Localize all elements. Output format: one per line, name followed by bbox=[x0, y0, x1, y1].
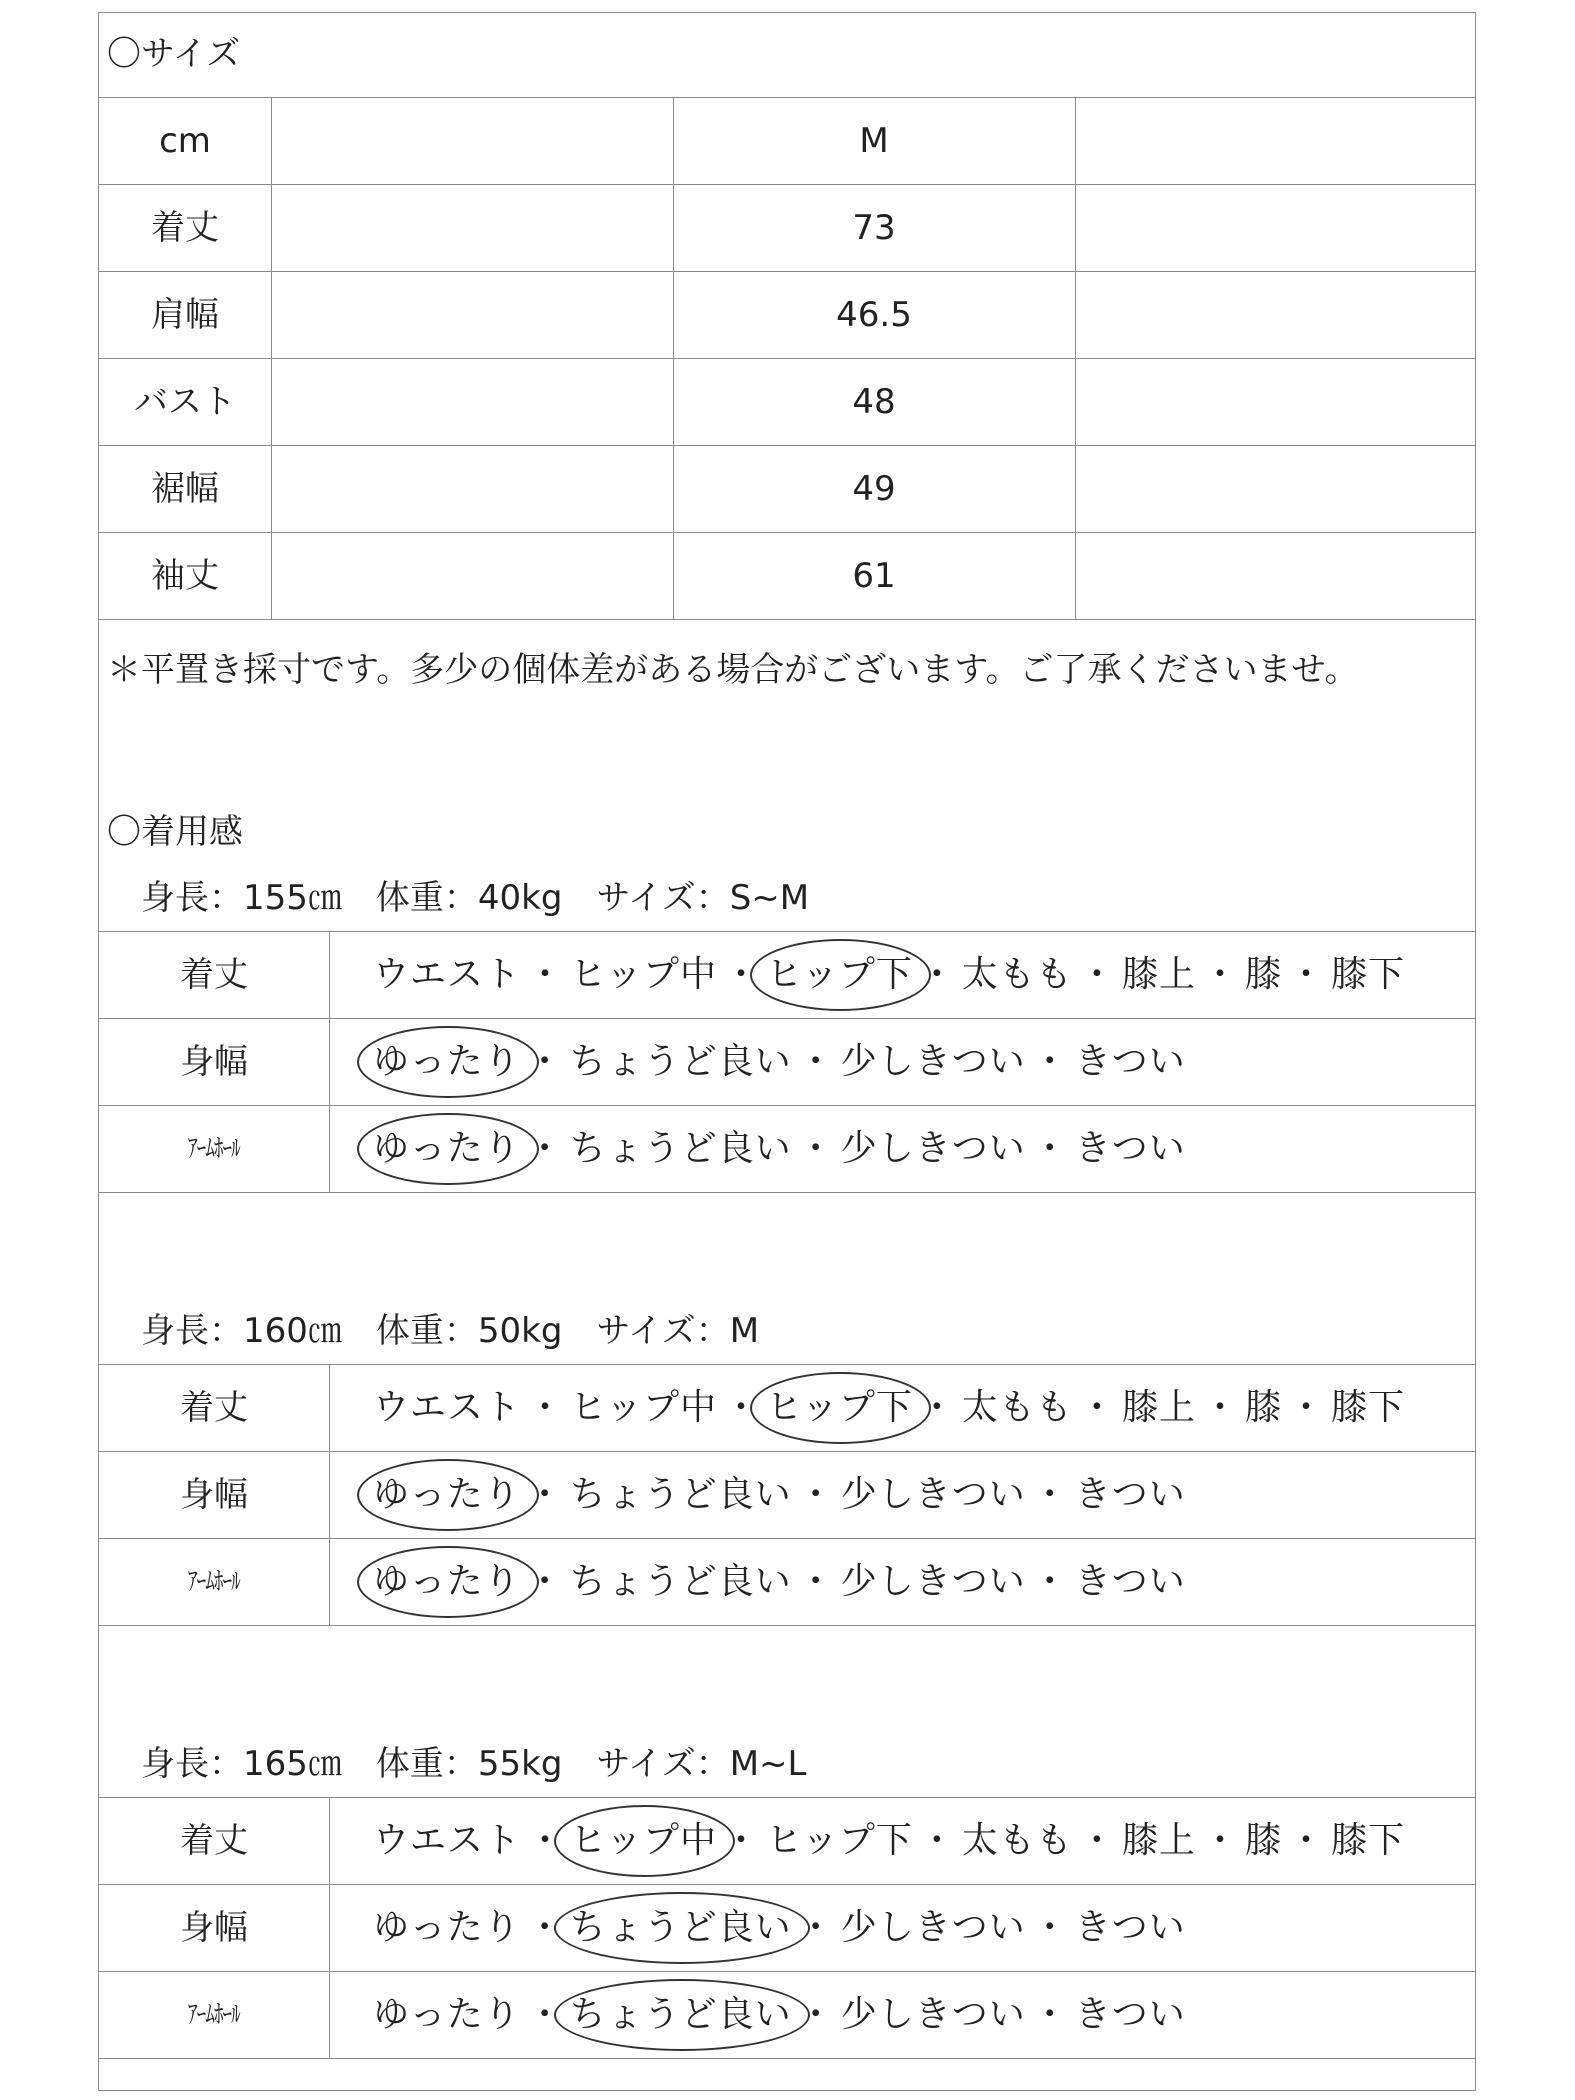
separator: ・ bbox=[1287, 953, 1325, 995]
separator: ・ bbox=[1031, 1473, 1069, 1515]
fit-option: 少しきつい bbox=[840, 1473, 1026, 1515]
size-title: 〇サイズ bbox=[107, 34, 241, 74]
fit-option: きつい bbox=[1074, 1473, 1186, 1515]
fit-option: ゆったり bbox=[373, 1993, 521, 2035]
fit-option: 膝下 bbox=[1331, 953, 1406, 995]
fit-option: ヒップ下 bbox=[765, 1819, 913, 1861]
model-profile: 身長：155㎝ 体重：40kg サイズ：S~M bbox=[141, 878, 810, 918]
fit-option: 少しきつい bbox=[840, 1040, 1026, 1082]
size-header-col3 bbox=[1075, 97, 1477, 184]
fit-row-label-text: ｱｰﾑﾎｰﾙ bbox=[188, 1566, 240, 1597]
size-header-unit: cm bbox=[159, 120, 211, 161]
separator: ・ bbox=[1287, 1819, 1325, 1861]
fit-row-label bbox=[99, 1018, 329, 1105]
fit-row-label bbox=[99, 1364, 329, 1451]
fit-options bbox=[371, 931, 1407, 1018]
fit-option: きつい bbox=[1074, 1560, 1186, 1602]
fit-option: ウエスト bbox=[373, 1819, 522, 1861]
separator: ・ bbox=[1078, 1386, 1116, 1428]
fit-option-selected: ヒップ下 bbox=[765, 953, 913, 995]
separator: ・ bbox=[527, 953, 565, 995]
fit-option: きつい bbox=[1074, 1127, 1186, 1169]
fit-option: 少しきつい bbox=[840, 1993, 1026, 2035]
size-row-value: 48 bbox=[852, 381, 896, 422]
fit-option: 少しきつい bbox=[840, 1560, 1026, 1602]
fit-option: ウエスト bbox=[373, 1386, 522, 1428]
fit-option: 膝上 bbox=[1121, 953, 1196, 995]
fit-option: 膝 bbox=[1244, 1819, 1282, 1861]
separator: ・ bbox=[526, 1993, 564, 2035]
fit-options bbox=[371, 1971, 1188, 2058]
fit-option: 太もも bbox=[961, 953, 1073, 995]
fit-row-label bbox=[99, 1538, 329, 1625]
separator: ・ bbox=[797, 1127, 835, 1169]
fit-row-label-text: 着丈 bbox=[180, 1387, 248, 1428]
fit-option-selected: ゆったり bbox=[373, 1127, 521, 1169]
fit-option-selected: ゆったり bbox=[373, 1040, 521, 1082]
fit-row-label-text: 身幅 bbox=[180, 1474, 248, 1515]
size-header-m: M bbox=[859, 120, 889, 161]
fit-option: ちょうど良い bbox=[569, 1560, 792, 1602]
fit-row-label bbox=[99, 1105, 329, 1192]
separator: ・ bbox=[1031, 1127, 1069, 1169]
separator: ・ bbox=[1031, 1560, 1069, 1602]
fit-row-label bbox=[99, 1451, 329, 1538]
size-row-label: 着丈 bbox=[151, 207, 219, 248]
fit-row-label-text: 身幅 bbox=[180, 1041, 248, 1082]
separator: ・ bbox=[526, 1473, 564, 1515]
separator: ・ bbox=[1031, 1040, 1069, 1082]
fit-options bbox=[371, 1538, 1188, 1625]
separator: ・ bbox=[526, 1560, 564, 1602]
separator: ・ bbox=[1201, 1819, 1239, 1861]
fit-title: 〇着用感 bbox=[107, 812, 243, 852]
fit-row-label bbox=[99, 931, 329, 1018]
fit-options bbox=[371, 1884, 1188, 1971]
separator: ・ bbox=[918, 1819, 956, 1861]
fit-option: 太もも bbox=[961, 1386, 1073, 1428]
separator: ・ bbox=[918, 1386, 956, 1428]
fit-option: 少しきつい bbox=[840, 1127, 1026, 1169]
fit-option: ウエスト bbox=[373, 953, 522, 995]
fit-options bbox=[371, 1018, 1188, 1105]
fit-option: ゆったり bbox=[373, 1906, 521, 1948]
model-profile: 身長：165㎝ 体重：55kg サイズ：M~L bbox=[141, 1744, 807, 1784]
separator: ・ bbox=[797, 1993, 835, 2035]
fit-option: きつい bbox=[1074, 1040, 1186, 1082]
fit-options bbox=[371, 1451, 1188, 1538]
fit-option: 膝 bbox=[1244, 953, 1282, 995]
separator: ・ bbox=[1031, 1993, 1069, 2035]
separator: ・ bbox=[797, 1560, 835, 1602]
fit-row-label-text: 着丈 bbox=[180, 954, 248, 995]
separator: ・ bbox=[527, 1386, 565, 1428]
fit-option: きつい bbox=[1074, 1993, 1186, 2035]
separator: ・ bbox=[797, 1906, 835, 1948]
fit-option: ちょうど良い bbox=[569, 1473, 792, 1515]
separator: ・ bbox=[722, 953, 760, 995]
fit-option-selected: ゆったり bbox=[373, 1560, 521, 1602]
fit-options bbox=[371, 1105, 1188, 1192]
size-row-label: 肩幅 bbox=[151, 294, 219, 335]
fit-row-label bbox=[99, 1971, 329, 2058]
fit-options bbox=[371, 1364, 1407, 1451]
fit-option: ちょうど良い bbox=[569, 1127, 792, 1169]
separator: ・ bbox=[1201, 953, 1239, 995]
size-row-label: バスト bbox=[134, 381, 236, 422]
fit-option: ちょうど良い bbox=[569, 1040, 792, 1082]
size-row-value: 61 bbox=[852, 555, 896, 596]
separator: ・ bbox=[918, 953, 956, 995]
size-header-col1 bbox=[271, 97, 673, 184]
fit-option: 膝上 bbox=[1121, 1819, 1196, 1861]
size-row-value: 46.5 bbox=[836, 294, 912, 335]
separator: ・ bbox=[722, 1819, 760, 1861]
separator: ・ bbox=[1078, 1819, 1116, 1861]
fit-row-label-text: 着丈 bbox=[180, 1820, 248, 1861]
separator: ・ bbox=[722, 1386, 760, 1428]
fit-row-label-text: 身幅 bbox=[180, 1907, 248, 1948]
fit-option: 少しきつい bbox=[840, 1906, 1026, 1948]
size-row-value: 49 bbox=[852, 468, 896, 509]
fit-option: きつい bbox=[1074, 1906, 1186, 1948]
fit-option-selected: ヒップ中 bbox=[570, 1819, 717, 1861]
fit-option-selected: ちょうど良い bbox=[569, 1993, 792, 2035]
fit-row-label-text: ｱｰﾑﾎｰﾙ bbox=[188, 1133, 240, 1164]
separator: ・ bbox=[526, 1040, 564, 1082]
separator: ・ bbox=[1078, 953, 1116, 995]
fit-option: 膝上 bbox=[1121, 1386, 1196, 1428]
fit-option-selected: ヒップ下 bbox=[765, 1386, 913, 1428]
fit-row-label bbox=[99, 1797, 329, 1884]
separator: ・ bbox=[797, 1040, 835, 1082]
size-row-label: 裾幅 bbox=[151, 468, 219, 509]
fit-row-label bbox=[99, 1884, 329, 1971]
fit-options bbox=[371, 1797, 1407, 1884]
fit-option: 太もも bbox=[961, 1819, 1073, 1861]
separator: ・ bbox=[1287, 1386, 1325, 1428]
size-row-value: 73 bbox=[852, 207, 896, 248]
fit-option: 膝下 bbox=[1331, 1386, 1406, 1428]
fit-option: 膝下 bbox=[1331, 1819, 1406, 1861]
separator: ・ bbox=[1031, 1906, 1069, 1948]
size-note: ＊平置き採寸です。多少の個体差がある場合がございます。ご了承くださいませ。 bbox=[107, 650, 1359, 690]
fit-option: 膝 bbox=[1244, 1386, 1282, 1428]
model-profile: 身長：160㎝ 体重：50kg サイズ：M bbox=[141, 1311, 760, 1351]
fit-option-selected: ゆったり bbox=[373, 1473, 521, 1515]
fit-row-label-text: ｱｰﾑﾎｰﾙ bbox=[188, 1999, 240, 2030]
separator: ・ bbox=[527, 1819, 565, 1861]
fit-option: ヒップ中 bbox=[570, 1386, 717, 1428]
fit-option: ヒップ中 bbox=[570, 953, 717, 995]
size-row-label: 袖丈 bbox=[151, 555, 219, 596]
separator: ・ bbox=[526, 1127, 564, 1169]
separator: ・ bbox=[1201, 1386, 1239, 1428]
fit-option-selected: ちょうど良い bbox=[569, 1906, 792, 1948]
size-sheet bbox=[98, 12, 1476, 2091]
separator: ・ bbox=[797, 1473, 835, 1515]
separator: ・ bbox=[526, 1906, 564, 1948]
